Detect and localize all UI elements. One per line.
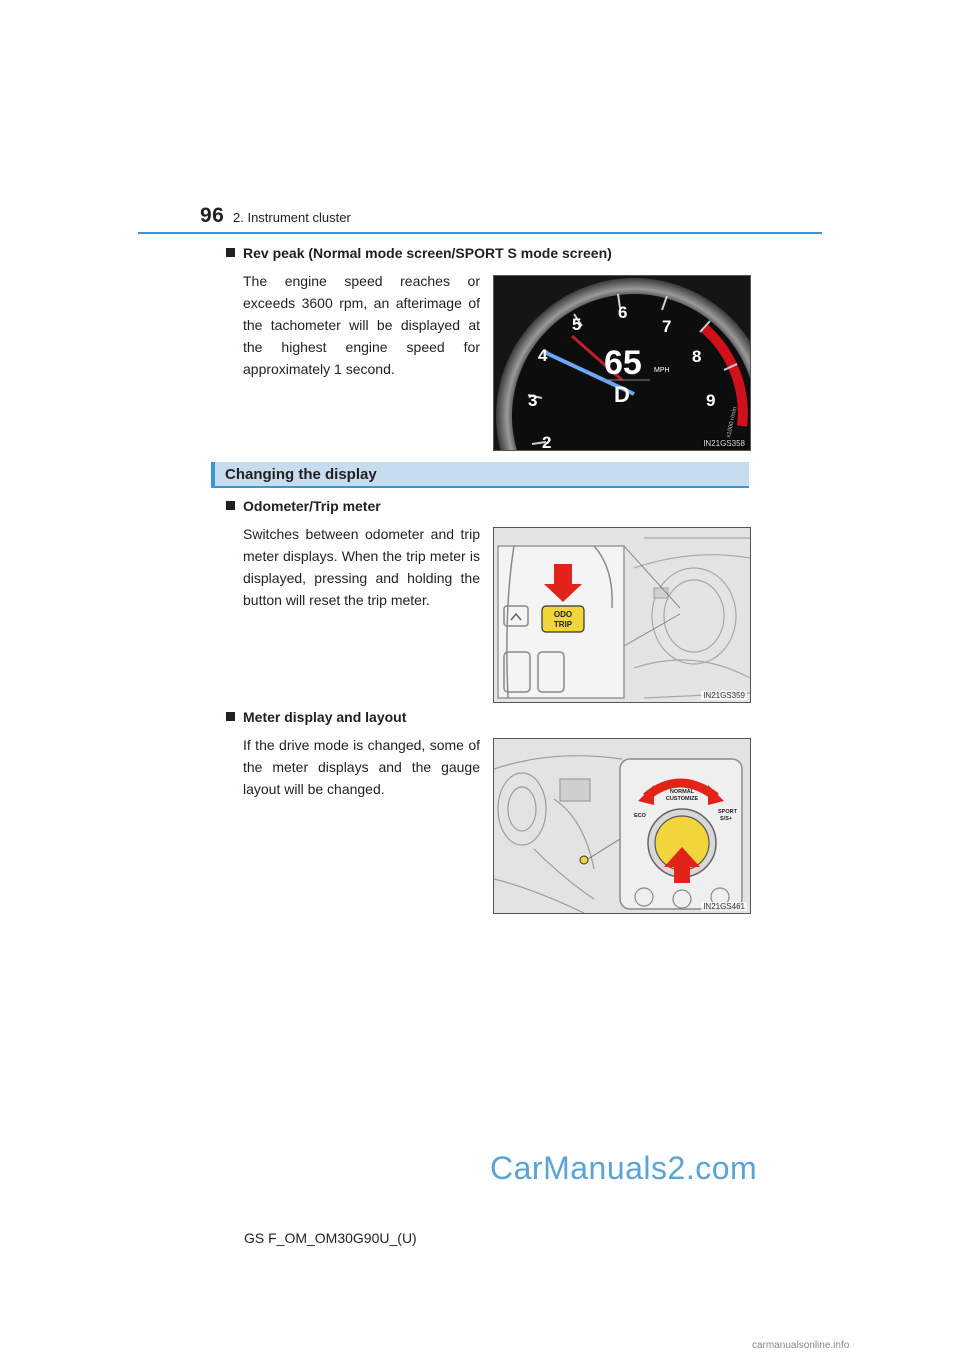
- tach-number-2: 2: [542, 433, 552, 450]
- tach-number-4: 4: [538, 346, 548, 365]
- mode-label-normal: NORMAL: [669, 789, 695, 795]
- odometer-heading-text: Odometer/Trip meter: [243, 498, 381, 514]
- document-code: GS F_OM_OM30G90U_(U): [244, 1230, 417, 1246]
- tach-number-7: 7: [662, 317, 672, 336]
- page-number: 96: [200, 204, 225, 227]
- odometer-text: Switches between odometer and trip meter displays. When the trip meter is displayed, pressing and holding the button will reset the trip meter.: [243, 526, 480, 608]
- section-title: Changing the display: [225, 466, 377, 483]
- header-rule: [138, 232, 822, 234]
- square-bullet-icon: [226, 712, 235, 721]
- figure-code: IN21GS359: [703, 691, 745, 700]
- square-bullet-icon: [226, 248, 235, 257]
- tachometer-illustration: [494, 276, 750, 450]
- drive-mode-illustration: [494, 739, 750, 913]
- drive-mode-figure: [493, 738, 751, 914]
- rpm-label: x1000 r/min: [726, 406, 739, 439]
- odo-label: ODO: [553, 610, 573, 619]
- odo-trip-figure: [493, 527, 751, 703]
- speed-unit: MPH: [654, 367, 670, 374]
- odo-trip-illustration: [494, 528, 750, 702]
- chapter-title: 2. Instrument cluster: [233, 210, 351, 225]
- tach-number-5: 5: [572, 315, 582, 334]
- mode-label-s: S/S+: [720, 816, 733, 822]
- odometer-heading: [226, 498, 381, 514]
- meter-layout-heading-text: Meter display and layout: [243, 709, 407, 725]
- watermark-main: CarManuals2.com: [490, 1150, 758, 1186]
- mode-label-eco: ECO: [634, 813, 646, 819]
- rev-peak-heading-text: Rev peak (Normal mode screen/SPORT S mode screen): [243, 245, 612, 261]
- mode-label-sport: SPORT: [718, 809, 737, 815]
- rev-peak-heading: [226, 245, 612, 261]
- square-bullet-icon: [226, 501, 235, 510]
- mode-label-customize: CUSTOMIZE: [665, 796, 699, 802]
- rev-peak-text: The engine speed reaches or exceeds 3600 rpm, an afterimage of the tachometer will be displayed at the highest engine speed for approximately 1 second.: [243, 273, 480, 377]
- tach-number-6: 6: [618, 303, 628, 322]
- figure-code: IN21GS358: [703, 439, 745, 448]
- tach-number-8: 8: [692, 347, 702, 366]
- meter-layout-text: If the drive mode is changed, some of the meter displays and the gauge layout will be changed.: [243, 737, 480, 797]
- trip-label: TRIP: [553, 620, 573, 629]
- gear-indicator: D: [614, 382, 630, 407]
- watermark-secondary: carmanualsonline.info: [752, 1340, 850, 1351]
- tach-number-9: 9: [706, 391, 716, 410]
- speed-readout: 65: [604, 344, 642, 382]
- tachometer-figure: [493, 275, 751, 451]
- figure-code: IN21GS461: [703, 902, 745, 911]
- tach-number-3: 3: [528, 391, 538, 410]
- section-header-changing-display: [211, 462, 749, 488]
- meter-layout-heading: [226, 709, 406, 725]
